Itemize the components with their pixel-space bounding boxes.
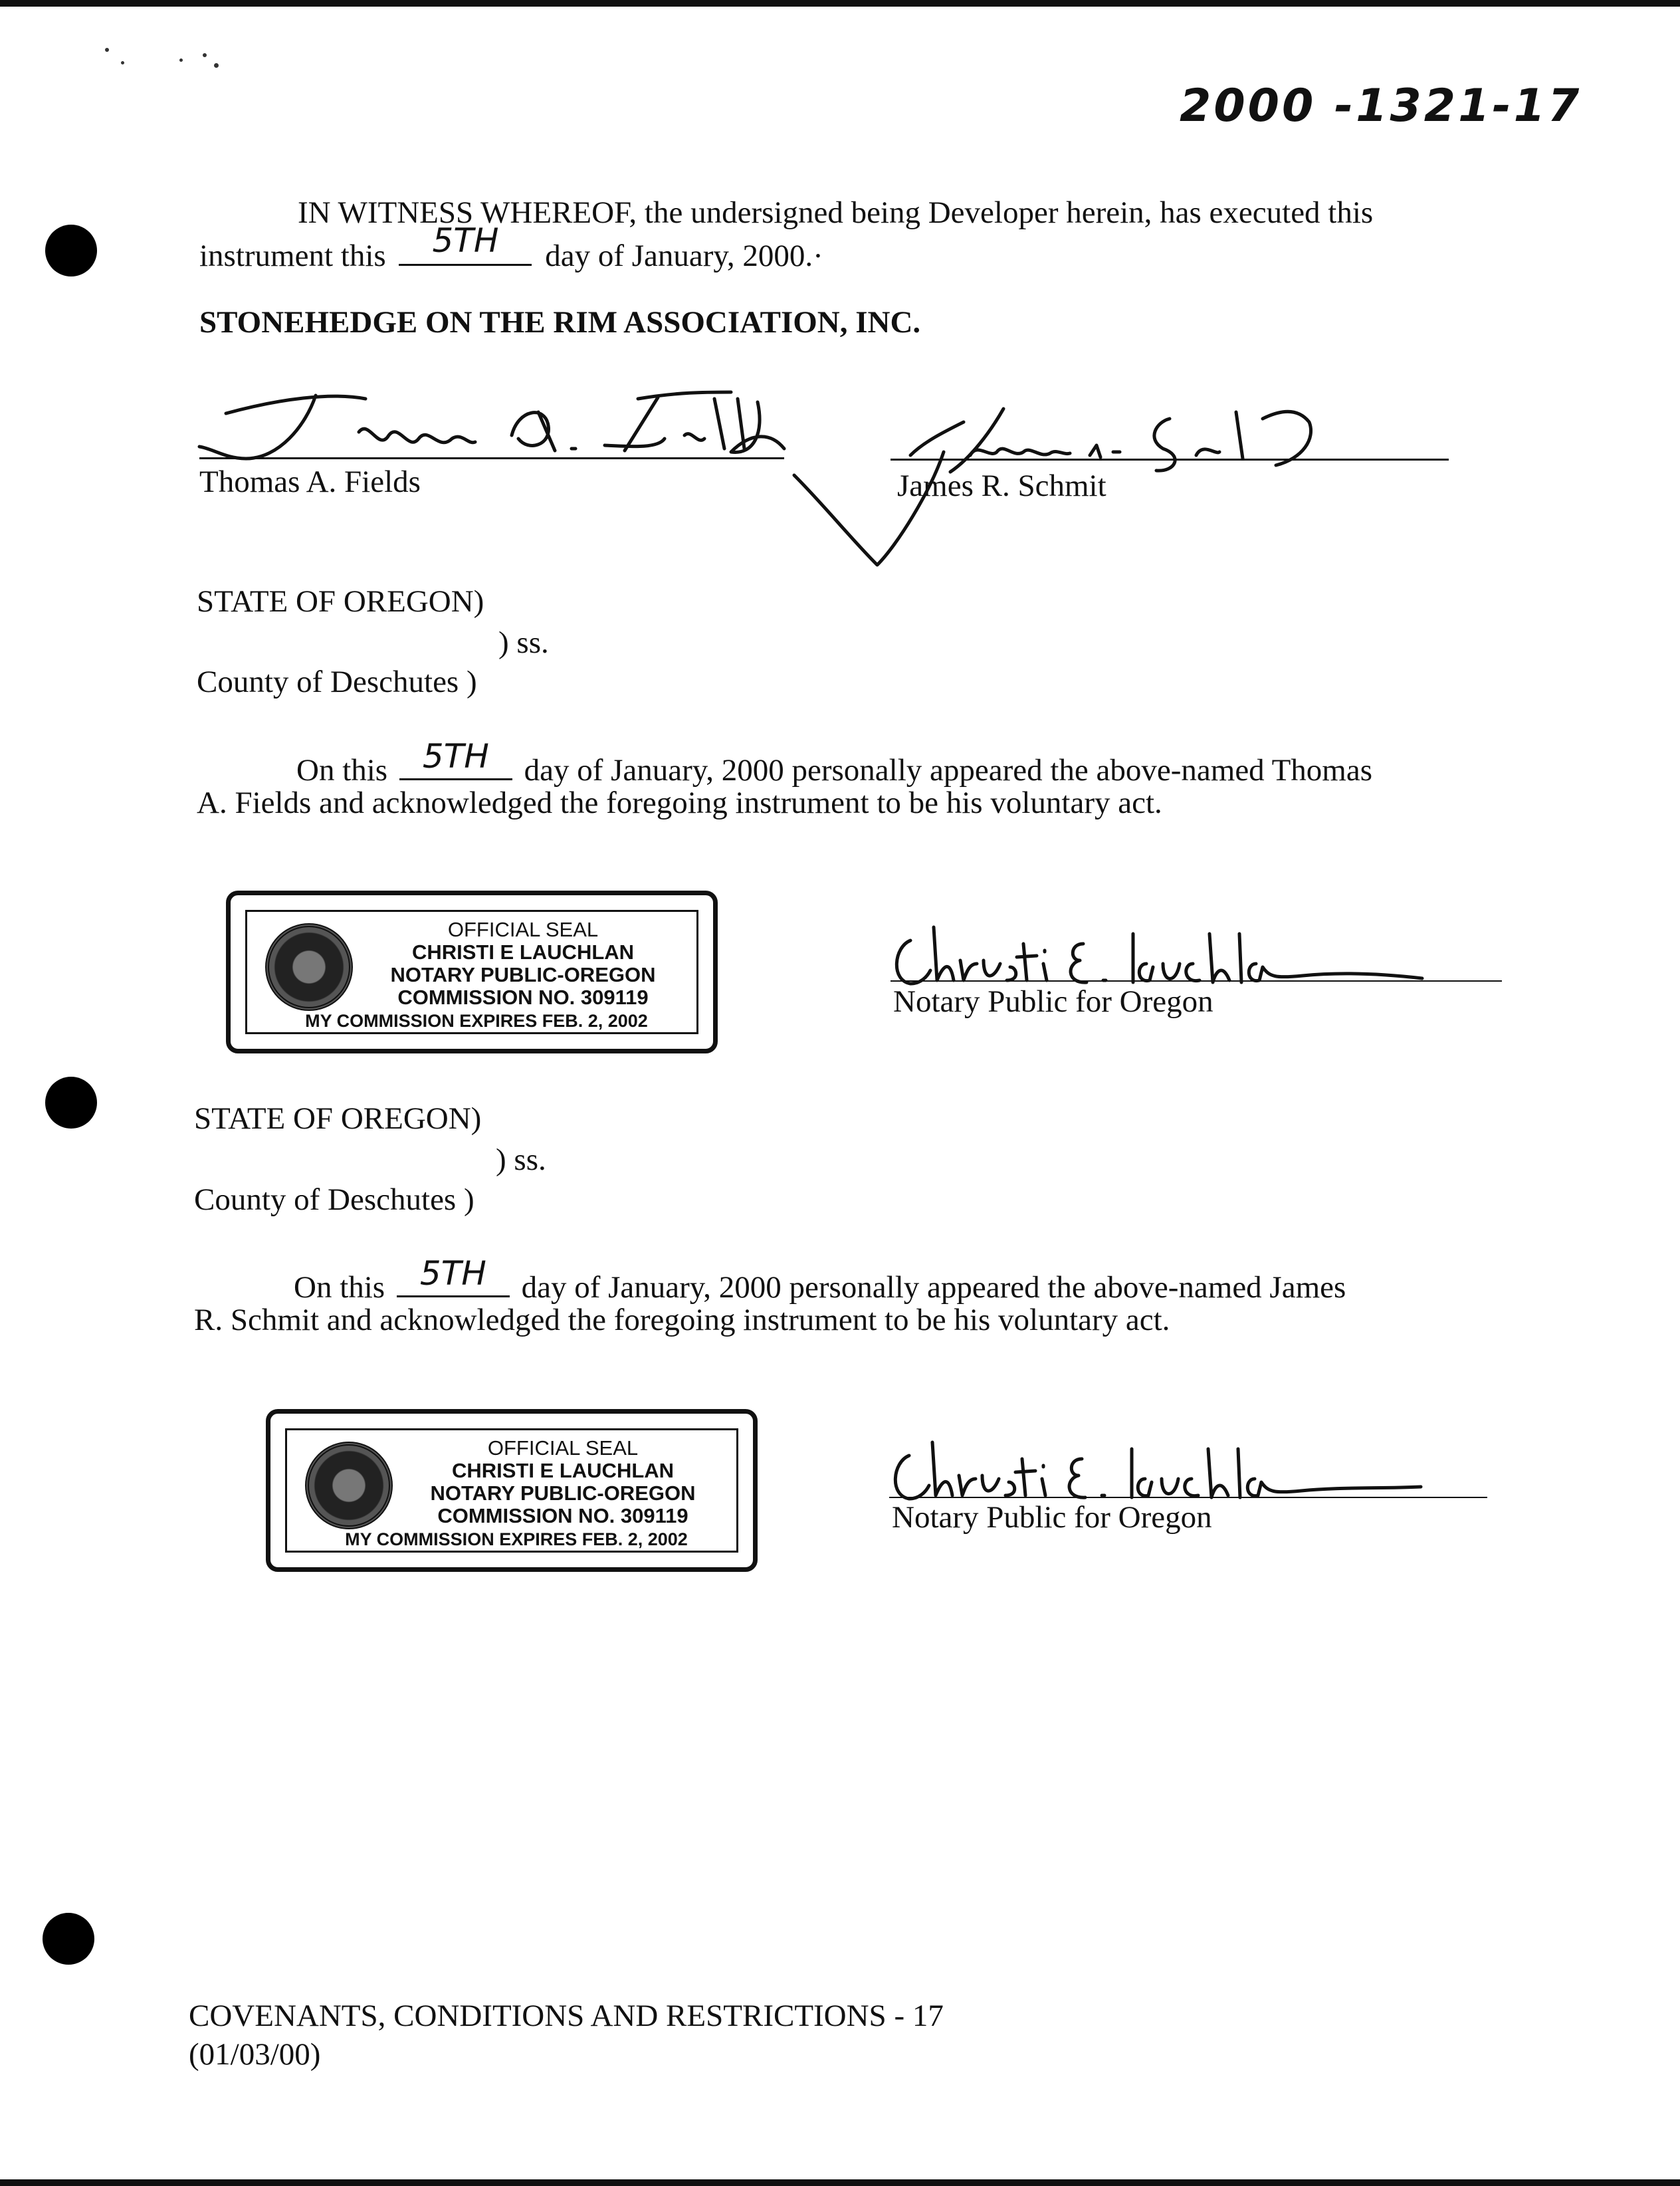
seal-emblem (305, 1442, 393, 1529)
ack2-suffix: day of January, 2000 personally appeared the above-named James (521, 1270, 1346, 1305)
ack1-prefix: On this (296, 753, 388, 788)
scan-speck (214, 63, 219, 68)
signatory-name-james: James R. Schmit (897, 469, 1106, 503)
seal-emblem (265, 923, 353, 1011)
ack1-state: STATE OF OREGON) (197, 584, 484, 619)
ack2-line-1 (294, 1254, 1346, 1305)
seal-notary-name: CHRISTI E LAUCHLAN (451, 1459, 675, 1482)
ack2-county: County of Deschutes ) (194, 1182, 474, 1217)
notary-seal (266, 1409, 758, 1572)
punch-hole (43, 1913, 94, 1965)
witness-day-blank (399, 221, 532, 266)
seal-title: OFFICIAL SEAL (487, 1436, 639, 1460)
punch-hole (45, 225, 97, 276)
scan-bottom-edge (0, 2179, 1680, 2186)
notary-signature-line (891, 980, 1502, 982)
seal-expires: MY COMMISSION EXPIRES FEB. 2, 2002 (345, 1529, 688, 1549)
notary-label: Notary Public for Oregon (893, 984, 1213, 1019)
ack2-prefix: On this (294, 1270, 385, 1305)
ack2-ss: ) ss. (496, 1143, 546, 1177)
notary-label: Notary Public for Oregon (892, 1500, 1212, 1535)
ack1-ss: ) ss. (498, 625, 549, 660)
ack2-day-handwritten: 5TH (419, 1254, 486, 1293)
seal-title: OFFICIAL SEAL (447, 918, 599, 941)
footer-date: (01/03/00) (189, 2037, 321, 2072)
punch-hole (45, 1077, 97, 1129)
notary-signature (889, 1439, 1501, 1505)
scan-speck (203, 53, 207, 57)
signatory-name-thomas: Thomas A. Fields (199, 465, 421, 499)
ack1-day-handwritten: 5TH (422, 737, 489, 776)
witness-day-handwritten: 5TH (432, 221, 499, 260)
scan-speck (121, 61, 124, 64)
witness-line-1: IN WITNESS WHEREOF, the undersigned being Developer herein, has executed this (298, 195, 1374, 230)
witness-suffix: day of January, 2000.· (545, 239, 823, 273)
association-name: STONEHEDGE ON THE RIM ASSOCIATION, INC. (199, 305, 921, 340)
scan-speck (105, 48, 109, 52)
ack1-line-2: A. Fields and acknowledged the foregoing instrument to be his voluntary act. (197, 786, 1162, 820)
footer-title: COVENANTS, CONDITIONS AND RESTRICTIONS - 17 (189, 1999, 944, 2033)
witness-line-2 (199, 221, 823, 273)
scan-speck (179, 58, 183, 62)
signature-thomas-fields (199, 372, 784, 465)
seal-expires: MY COMMISSION EXPIRES FEB. 2, 2002 (305, 1011, 648, 1031)
ack1-day-blank (399, 737, 512, 780)
scan-top-edge (0, 0, 1680, 7)
ack1-line-1 (296, 737, 1372, 788)
seal-commission: COMMISSION NO. 309119 (397, 986, 649, 1009)
seal-notary-role: NOTARY PUBLIC-OREGON (430, 1481, 696, 1505)
seal-commission: COMMISSION NO. 309119 (437, 1504, 688, 1527)
document-number: 2000 -1321-17 (1180, 80, 1582, 132)
ack2-state: STATE OF OREGON) (194, 1101, 482, 1136)
ack2-line-2: R. Schmit and acknowledged the foregoing instrument to be his voluntary act. (194, 1303, 1170, 1337)
seal-notary-role: NOTARY PUBLIC-OREGON (390, 963, 656, 986)
notary-signature-line (889, 1497, 1487, 1498)
ack2-day-blank (397, 1254, 510, 1297)
notary-seal (226, 891, 718, 1053)
witness-prefix: instrument this (199, 239, 386, 273)
seal-notary-name: CHRISTI E LAUCHLAN (411, 940, 635, 964)
ack1-county: County of Deschutes ) (197, 665, 477, 699)
ack1-suffix: day of January, 2000 personally appeared the above-named Thomas (524, 753, 1372, 788)
